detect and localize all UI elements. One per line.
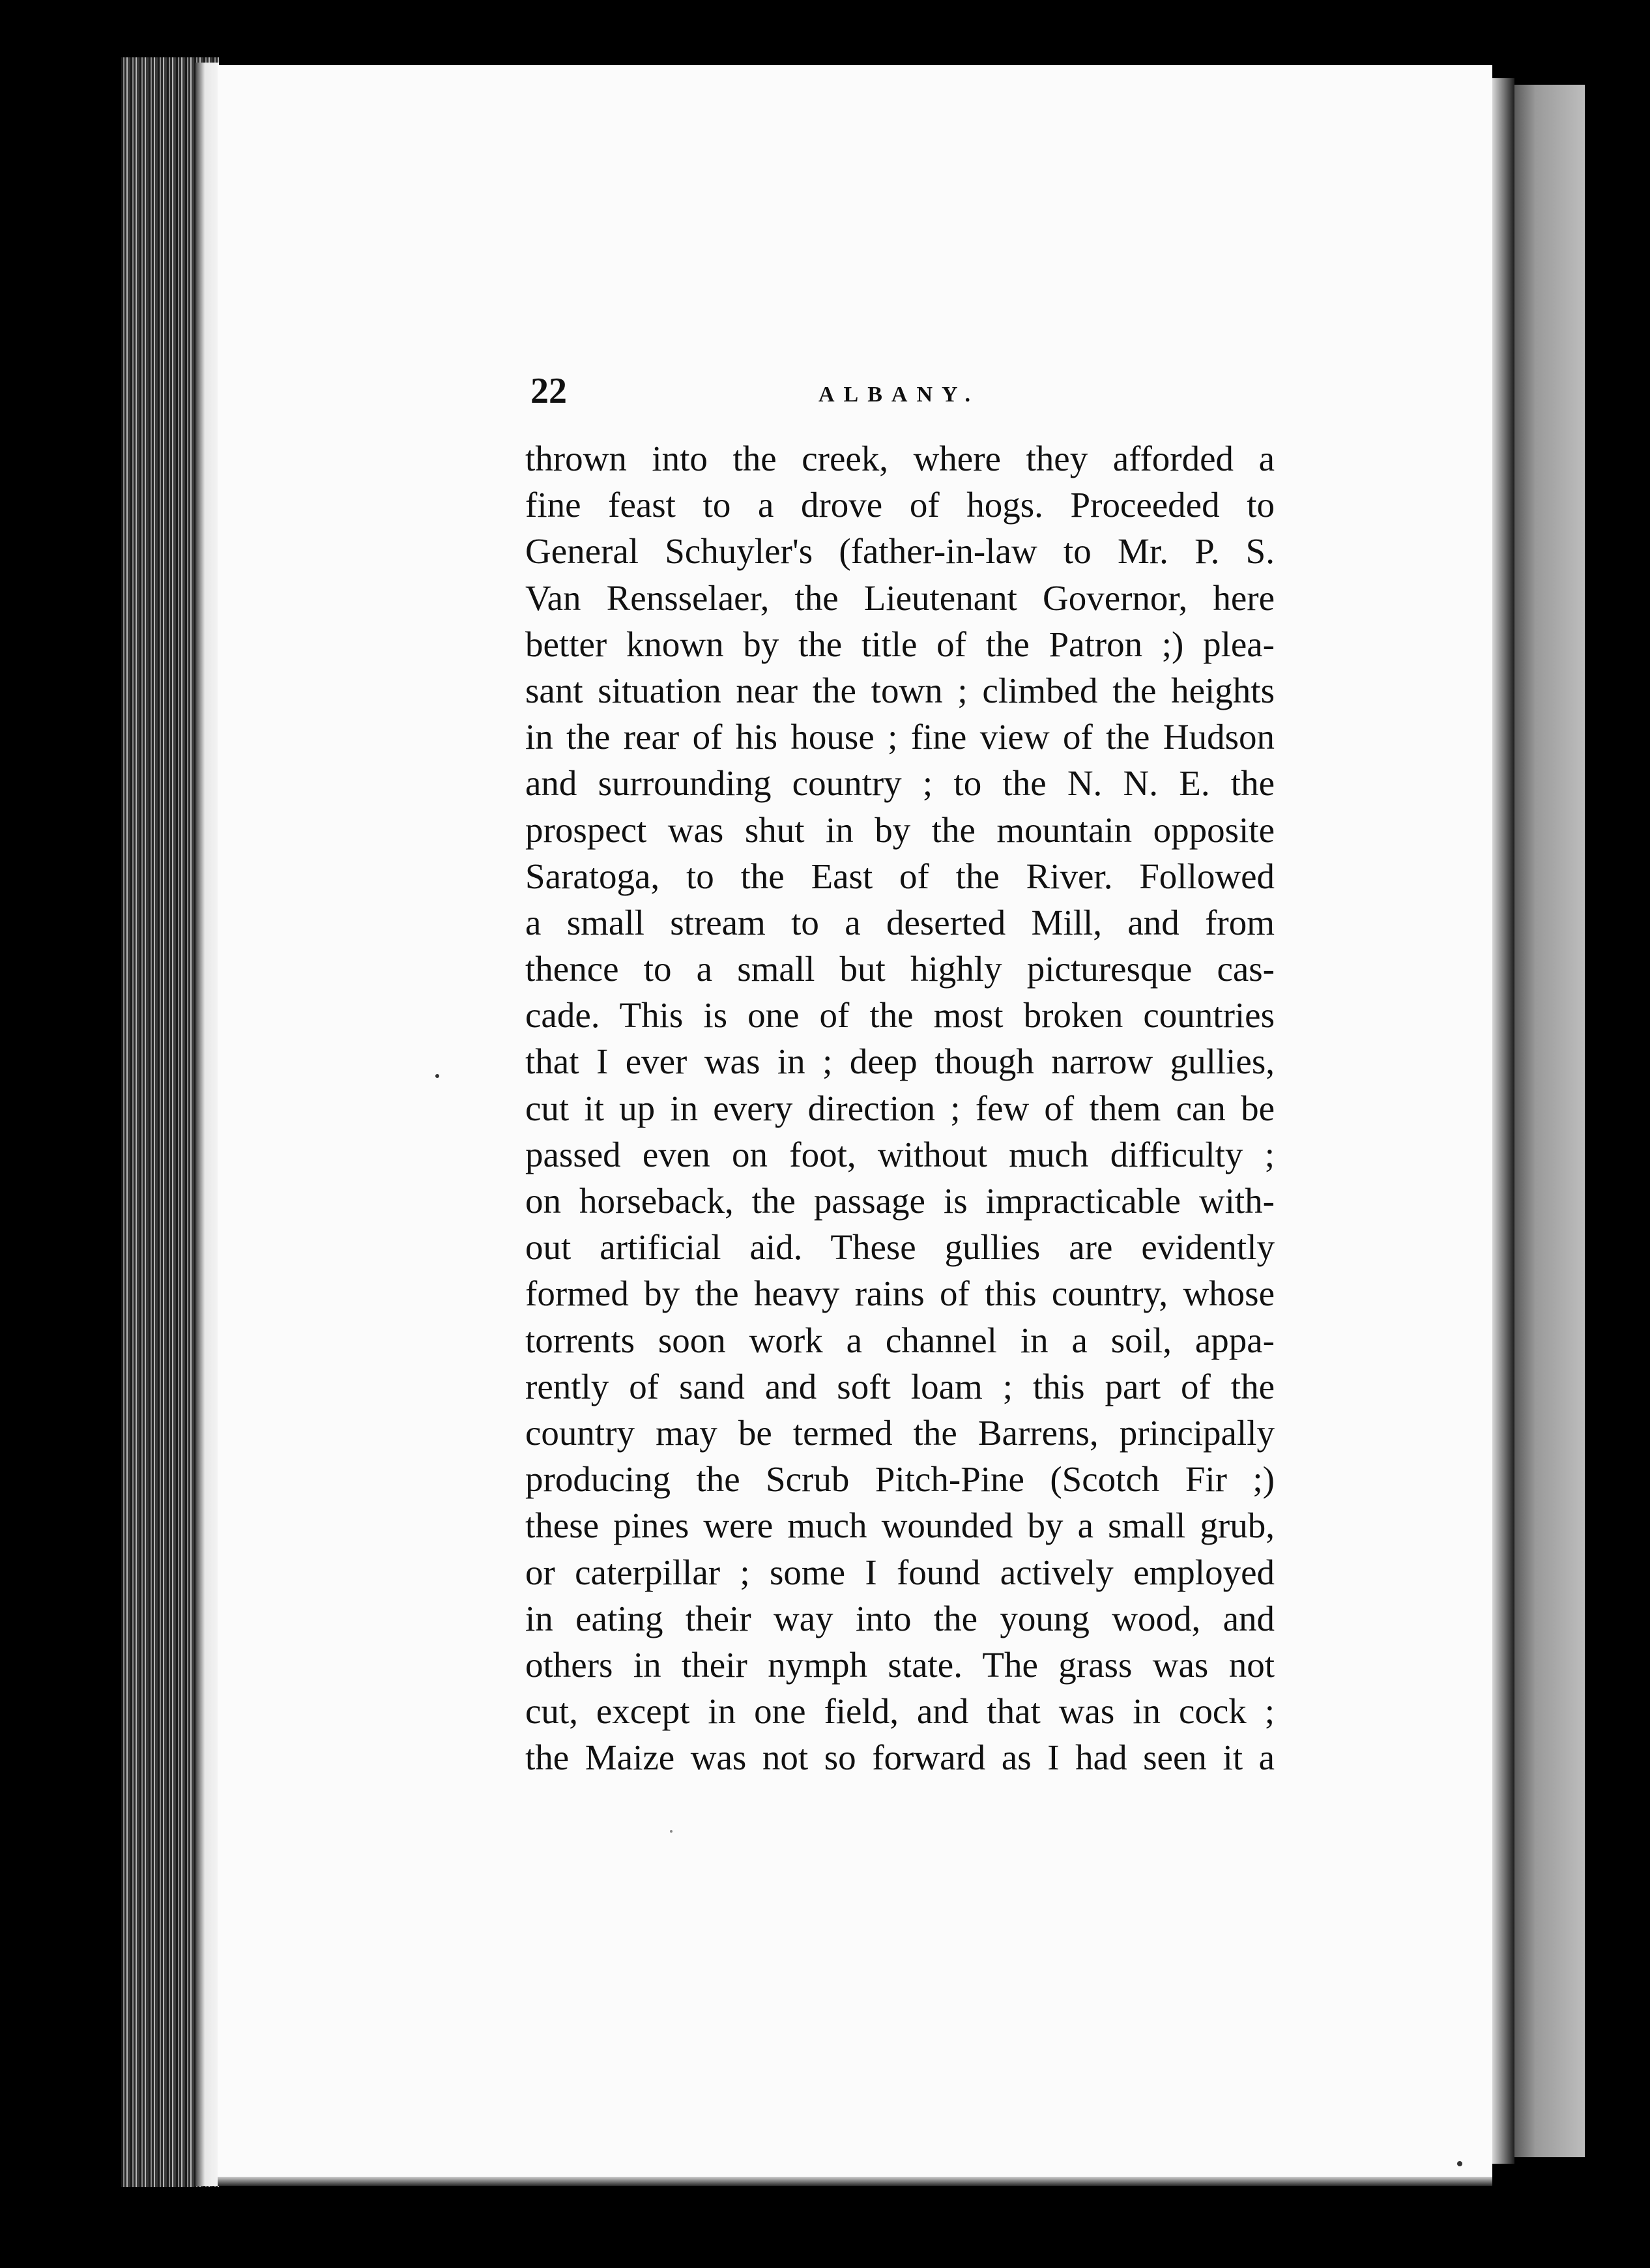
text-line: in eating their way into the young wood, and (525, 1598, 1275, 1638)
text-line: Van Rensselaer, the Lieutenant Governor, here (525, 577, 1275, 618)
text-line: cut, except in one field, and that was in cock ; (525, 1691, 1275, 1732)
text-line: or caterpillar ; some I found actively employed (525, 1552, 1275, 1592)
paper-speck (1457, 2161, 1462, 2166)
text-line: on horseback, the passage is impracticable with- (525, 1181, 1275, 1221)
text-line: that I ever was in ; deep though narrow gullies, (525, 1041, 1275, 1082)
text-line: producing the Scrub Pitch-Pine (Scotch Fir ;) (525, 1459, 1275, 1500)
text-line: Saratoga, to the East of the River. Followed (525, 856, 1275, 896)
text-line: General Schuyler's (father-in-law to Mr. P. S. (525, 531, 1275, 572)
text-line: passed even on foot, without much difficulty ; (525, 1134, 1275, 1174)
page-bottom-shadow (218, 2177, 1492, 2186)
text-line: cade. This is one of the most broken countries (525, 995, 1275, 1036)
facing-page-edge (1514, 85, 1585, 2157)
text-line: country may be termed the Barrens, principally (525, 1412, 1275, 1453)
text-line: others in their nymph state. The grass was not (525, 1644, 1275, 1685)
body-text (525, 435, 1275, 1781)
text-line: these pines were much wounded by a small grub, (525, 1505, 1275, 1546)
text-line: thrown into the creek, where they afforded a (525, 439, 1275, 478)
text-line: in the rear of his house ; fine view of the Hudson (525, 717, 1275, 757)
text-line: the Maize was not so forward as I had seen it a (525, 1737, 1275, 1778)
book-gutter (1492, 78, 1514, 2164)
page-edge-highlight (195, 63, 219, 2186)
text-line: a small stream to a deserted Mill, and from (525, 902, 1275, 942)
running-head (530, 365, 1273, 417)
text-line: thence to a small but highly picturesque cas- (525, 949, 1275, 989)
text-line: sant situation near the town ; climbed the heights (525, 670, 1275, 710)
text-line: cut it up in every direction ; few of them can be (525, 1088, 1275, 1128)
text-line: torrents soon work a channel in a soil, appa- (525, 1320, 1275, 1360)
paper-speck (435, 1074, 439, 1078)
text-line: out artificial aid. These gullies are evidently (525, 1227, 1275, 1268)
running-title: ALBANY. (818, 383, 979, 407)
text-line: and surrounding country ; to the N. N. E. the (525, 763, 1275, 804)
text-line: fine feast to a drove of hogs. Proceeded to (525, 485, 1275, 525)
page-number: 22 (530, 371, 567, 411)
text-line: rently of sand and soft loam ; this part of the (525, 1366, 1275, 1406)
paper-speck (670, 1830, 673, 1833)
text-line: formed by the heavy rains of this country, whose (525, 1273, 1275, 1314)
text-line: prospect was shut in by the mountain opposite (525, 809, 1275, 850)
text-line: better known by the title of the Patron ;) plea- (525, 624, 1275, 664)
